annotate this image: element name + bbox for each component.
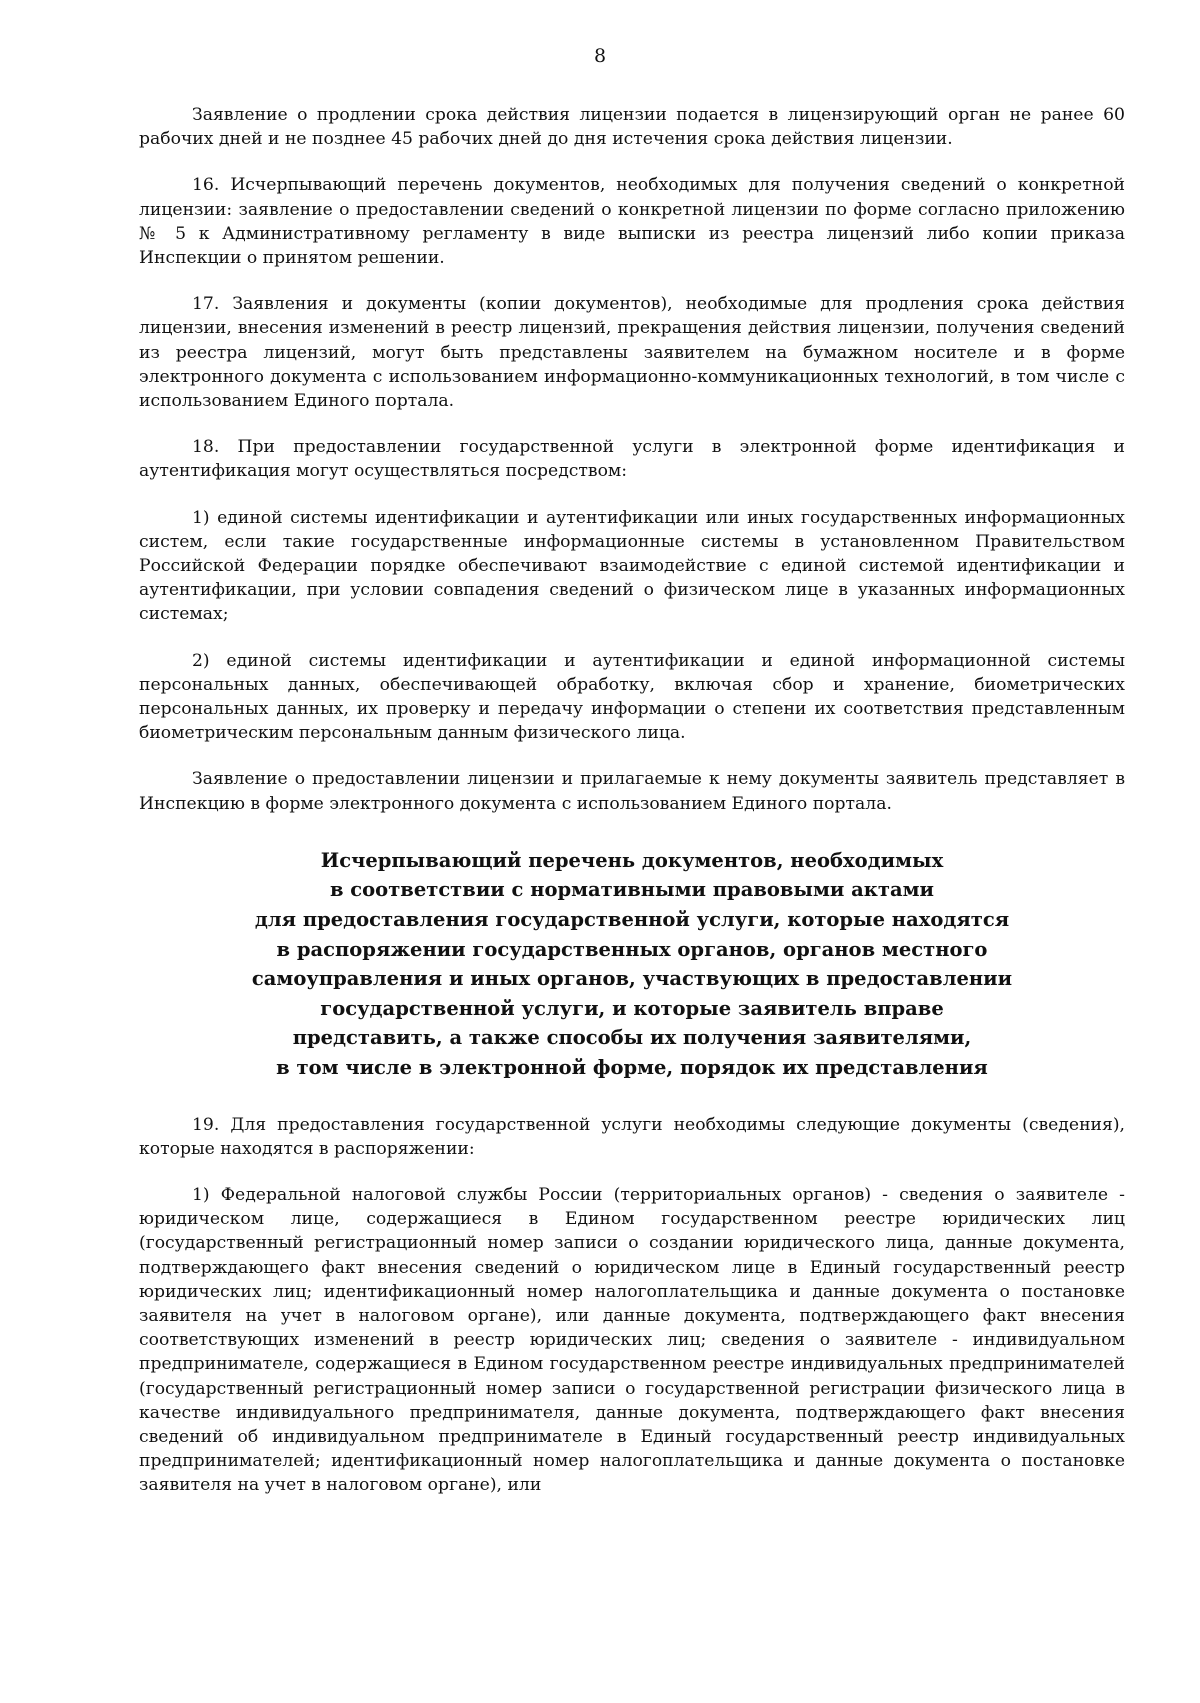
section-heading-line: в распоряжении государственных органов, органов местного [276,937,988,961]
paragraph-electronic-application: Заявление о предоставлении лицензии и прилагаемые к нему документы заявитель представляет в Инспекцию в форме электронного документа с использованием Единого портала. [139,769,1125,814]
paragraph-17-submission-forms: 17. Заявления и документы (копии документов), необходимые для продления срока действия лицензии, внесения изменений в реестр лицензий, прекращения действия лицензии, получения сведений из реестра лицензий, могут быть представлены заявителем на бумажном носителе и в форме электронного документа с использованием информационно-коммуникационных технологий, в том числе с использованием Единого портала. [139,294,1125,412]
section-heading-line: государственной услуги, и которые заявитель вправе [320,996,944,1020]
section-heading-line: в том числе в электронной форме, порядок их представления [276,1056,988,1080]
section-heading-line: для предоставления государственной услуги, которые находятся [254,908,1010,932]
section-heading-line: в соответствии с нормативными правовыми актами [329,878,935,902]
document-body [139,103,1125,1498]
paragraph-license-renewal-deadline: Заявление о продлении срока действия лицензии подается в лицензирующий орган не ранее 60 рабочих дней и не позднее 45 рабочих дней до дня истечения срока действия лицензии. [139,105,1125,150]
paragraph-19-required-documents: 19. Для предоставления государственной услуги необходимы следующие документы (сведения), которые находятся в распоряжении: [139,1114,1125,1159]
paragraph-16-documents-list: 16. Исчерпывающий перечень документов, необходимых для получения сведений о конкретной лицензии: заявление о предоставлении сведений о конкретной лицензии по форме согласно приложению № 5 к Административному регламенту в виде выписки из реестра лицензий либо копии приказа Инспекции о принятом решении. [139,175,1125,269]
paragraph-18-item-2: 2) единой системы идентификации и аутентификации и единой информационной системы персональных данных, обеспечивающей обработку, включая сбор и хранение, биометрических персональных данных, их проверку и передачу информации о степени их соответствия представленным биометрическим персональным данным физического лица. [139,650,1125,744]
page-number: 8 [593,45,607,67]
paragraph-19-item-1-tax-service: 1) Федеральной налоговой службы России (территориальных органов) - сведения о заявителе - юридическом лице, содержащиеся в Едином государственном реестре юридических лиц (государственный регистрационный номер записи о создании юридического лица, данные документа, подтверждающего факт внесения сведений о юридическом лице в Единый государственный реестр юридических лиц; идентификационный номер налогоплательщика и данные документа о постановке заявителя на учет в налоговом органе), или данные документа, подтверждающего факт внесения соответствующих изменений в реестр юридических лиц; сведения о заявителе - индивидуальном предпринимателе, содержащиеся в Едином государственном реестре индивидуальных предпринимателей (государственный регистрационный номер записи о государственной регистрации физического лица в качестве индивидуального предпринимателя, данные документа, подтверждающего факт внесения сведений об индивидуальном предпринимателе в Единый государственный реестр индивидуальных предпринимателей; идентификационный номер налогоплательщика и данные документа о постановке заявителя на учет в налоговом органе), или [139,1185,1125,1496]
section-heading-line: представить, а также способы их получения заявителями, [292,1026,972,1050]
section-heading [139,846,1125,1083]
section-heading-line: самоуправления и иных органов, участвующих в предоставлении [251,967,1013,991]
paragraph-18-identification: 18. При предоставлении государственной услуги в электронной форме идентификация и аутентификация могут осуществляться посредством: [139,437,1125,482]
paragraph-18-item-1: 1) единой системы идентификации и аутентификации или иных государственных информационных систем, если такие государственные информационные системы в установленном Правительством Российской Федерации порядке обеспечивают взаимодействие с единой системой идентификации и аутентификации, при условии совпадения сведений о физическом лице в указанных информационных системах; [139,507,1125,625]
section-heading-line: Исчерпывающий перечень документов, необходимых [320,848,944,872]
